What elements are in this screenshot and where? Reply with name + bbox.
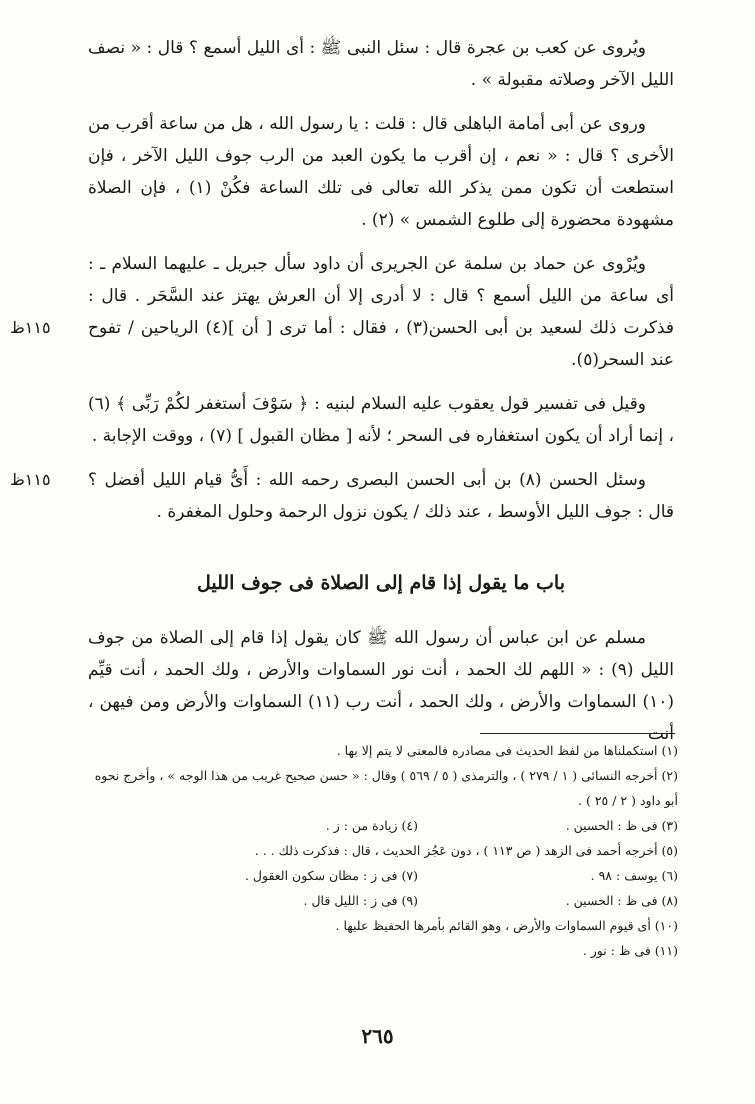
footnote: (٧) فى ز : مظان سكون العقول . — [244, 868, 418, 883]
section-text — [88, 622, 674, 750]
footnote: (٣) فى ظ : الحسين . — [565, 818, 678, 833]
footnote: (٦) يوسف : ٩٨ . — [590, 868, 678, 883]
footnote-row — [88, 888, 678, 913]
footnote-row — [88, 863, 678, 888]
paragraph-hasan: وسئل الحسن (٨) بن أبى الحسن البصرى رحمه الله : أَىُّ قيام الليل أفضل ؟ قال : جوف الليل الأوسط ، عند ذلك / يكون نزول الرحمة وحلول المغفرة . — [88, 470, 674, 522]
paragraph-abu-umama: وروى عن أبى أمامة الباهلى قال : قلت : يا رسول الله ، هل من ساعة أقرب من الأخرى ؟ قال : « نعم ، إن أقرب ما يكون العبد من الرب جوف الليل الآخر ، فإن استطعت أن تكون ممن يذكر الله تعالى فى تلك الساعة فكُنْ (١) ، فإن الصلاة مشهودة محضورة إلى طلوع الشمس » (٢) . — [88, 114, 674, 230]
main-text — [88, 32, 674, 528]
footnote: (٥) أخرجه أحمد فى الزهد ( ص ١١٣ ) ، دون عَجُز الحديث ، قال : فذكرت ذلك . . . — [254, 843, 678, 858]
footnotes — [88, 738, 678, 963]
footnote-row — [88, 813, 678, 838]
footnote: (٨) فى ظ : الحسين . — [565, 893, 678, 908]
footnote-separator — [480, 733, 675, 734]
paragraph-kaab: ويُروى عن كعب بن عجرة قال : سئل النبى ﷺ : أى الليل أسمع ؟ قال : « نصف الليل الآخر وصلاته مقبولة » . — [88, 38, 674, 90]
footnote: (١) استكملناها من لفظ الحديث فى مصادره فالمعنى لا يتم إلا بها . — [336, 743, 678, 758]
footnote: (٢) أخرجه النسائى ( ١ / ٢٧٩ ) ، والترمذى ( ٥ / ٥٦٩ ) وقال : « حسن صحيح غريب من هذا الوجه » ، وأخرج نحوه أبو داود ( ٢ / ٢٥ ) . — [94, 768, 678, 808]
footnote: (١١) فى ظ : نور . — [582, 943, 678, 958]
page-number: ٢٦٥ — [361, 1024, 394, 1048]
paragraph-yaqub: وقيل فى تفسير قول يعقوب عليه السلام لبنيه : ﴿ سَوْفَ أستغفر لكُمْ رَبِّى ﴾ (٦) ، إنما أراد أن يكون استغفاره فى السحر ؛ لأنه [ مظان القبول ] (٧) ، ووقت الإجابة . — [88, 394, 674, 446]
footnote: (٤) زيادة من : ز . — [325, 818, 418, 833]
footnote: (٩) فى ز : الليل قال . — [303, 893, 418, 908]
margin-note: ١١٥ظ — [10, 470, 51, 489]
section-heading: باب ما يقول إذا قام إلى الصلاة فى جوف الليل — [196, 572, 566, 594]
footnote: (١٠) أى قيوم السماوات والأرض ، وهو القائم بأمرها الحفيظ عليها . — [335, 918, 678, 933]
margin-note: ١١٥ظ — [10, 318, 51, 337]
paragraph-ibn-abbas: مسلم عن ابن عباس أن رسول الله ﷺ كان يقول إذا قام إلى الصلاة من جوف الليل (٩) : « اللهم لك الحمد ، أنت نور السماوات والأرض ، ولك الحمد ، أنت قيِّم (١٠) السماوات والأرض ، ولك الحمد ، أنت رب (١١) السماوات والأرض ومن فيهن ، أنت — [88, 628, 674, 744]
paragraph-hammad: ويُرْوى عن حماد بن سلمة عن الجريرى أن داود سأل جبريل ـ عليهما السلام ـ : أى ساعة من الليل أسمع ؟ قال : لا أدرى إلا أن العرش يهتز عند السَّحَر . قال : فذكرت ذلك لسعيد بن أبى الحسن(٣) ، فقال : أما ترى [ أن ](٤) الرياحين / تفوح عند السحر(٥). — [88, 254, 674, 370]
